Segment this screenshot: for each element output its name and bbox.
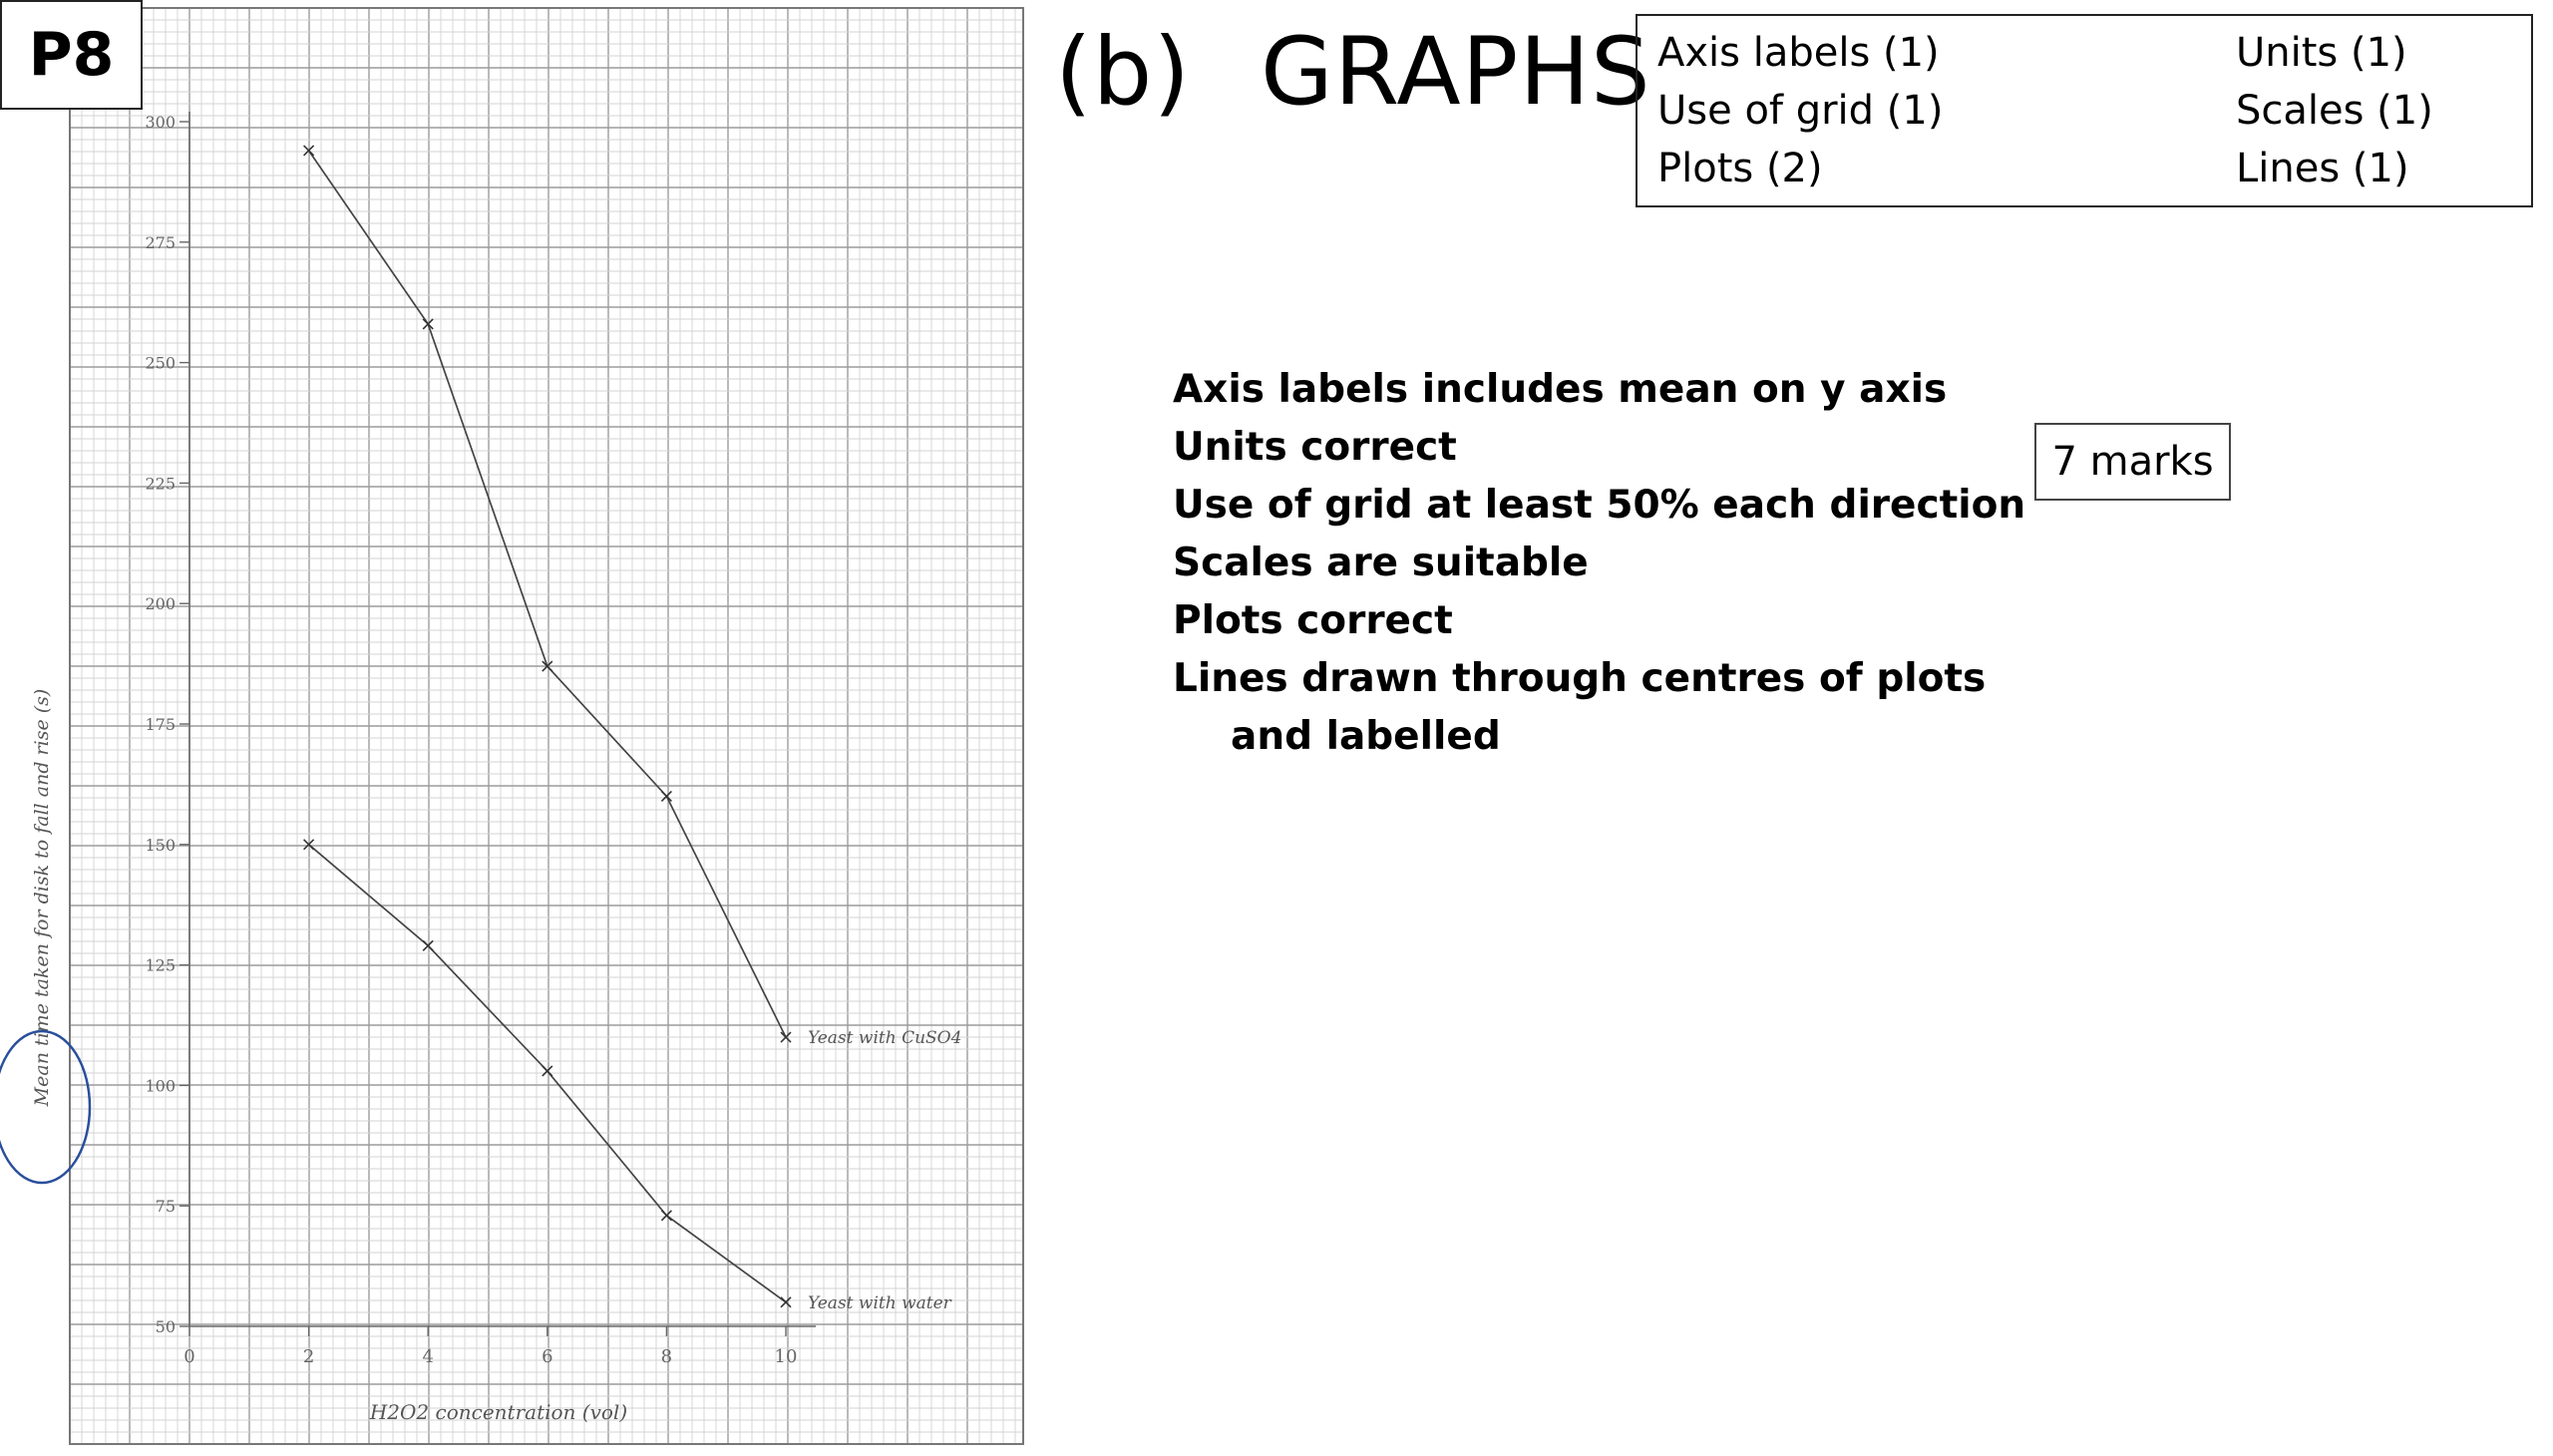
series-label: Yeast with water: [808, 1292, 951, 1313]
criteria-line: Axis labels includes mean on y axis: [1173, 367, 1948, 412]
mark-scheme-box: [1636, 14, 2533, 207]
data-point: [781, 1297, 791, 1307]
y-tick-label: 100: [145, 1076, 176, 1096]
x-axis-label: H2O2 concentration (vol): [369, 1400, 628, 1424]
x-tick-label: 8: [660, 1346, 673, 1367]
mark-scheme-item: Lines (1): [2236, 146, 2409, 191]
x-tick-label: 4: [422, 1346, 434, 1367]
x-tick-label: 6: [542, 1346, 553, 1367]
mark-scheme-item: Plots (2): [1657, 146, 1823, 191]
series-lines: [304, 146, 962, 1313]
mark-scheme-item: Axis labels (1): [1657, 30, 1940, 76]
data-point: [423, 940, 433, 950]
y-tick-label: 225: [145, 474, 176, 494]
criteria-list: [1173, 361, 2025, 766]
y-tick-label: 275: [145, 232, 176, 252]
y-tick-label: 75: [155, 1197, 176, 1217]
criteria-line: Scales are suitable: [1173, 541, 1589, 585]
y-tick-label: 125: [145, 955, 176, 975]
series-label: Yeast with CuSO4: [808, 1028, 962, 1049]
section-heading: [1055, 18, 1651, 127]
x-tick-label: 0: [183, 1346, 195, 1367]
data-point: [423, 319, 433, 329]
part-label: (b): [1055, 18, 1192, 127]
data-point: [543, 1066, 552, 1076]
criteria-line: Use of grid at least 50% each direction: [1173, 483, 2026, 528]
y-tick-label: 175: [145, 715, 176, 734]
graph-paper: [0, 0, 1037, 1456]
mark-scheme-item: Units (1): [2236, 30, 2407, 76]
criteria-line: Plots correct: [1173, 598, 1453, 643]
mark-scheme-item: Use of grid (1): [1657, 88, 1944, 134]
y-tick-label: 300: [145, 113, 176, 132]
x-tick-label: 10: [774, 1346, 798, 1367]
page-badge: P8: [0, 0, 143, 110]
mark-scheme-item: Scales (1): [2236, 88, 2433, 134]
y-tick-label: 250: [145, 353, 176, 373]
marks-total: 7 marks: [2034, 423, 2231, 501]
y-tick-label: 50: [155, 1317, 176, 1336]
y-tick-label: 200: [145, 594, 176, 614]
data-point: [661, 791, 671, 801]
y-tick-label: 150: [145, 835, 176, 855]
x-tick-label: 2: [302, 1346, 315, 1367]
y-axis-label: Mean time taken for disk to fall and rise (s): [31, 688, 53, 1107]
criteria-line: and labelled: [1231, 714, 1501, 759]
axis-ticks: [145, 112, 816, 1367]
grid: [70, 8, 1023, 1444]
criteria-line: Units correct: [1173, 425, 1457, 470]
data-point: [661, 1211, 671, 1221]
criteria-line: Lines drawn through centres of plots: [1173, 656, 1987, 701]
heading-title: GRAPHS: [1261, 18, 1651, 127]
